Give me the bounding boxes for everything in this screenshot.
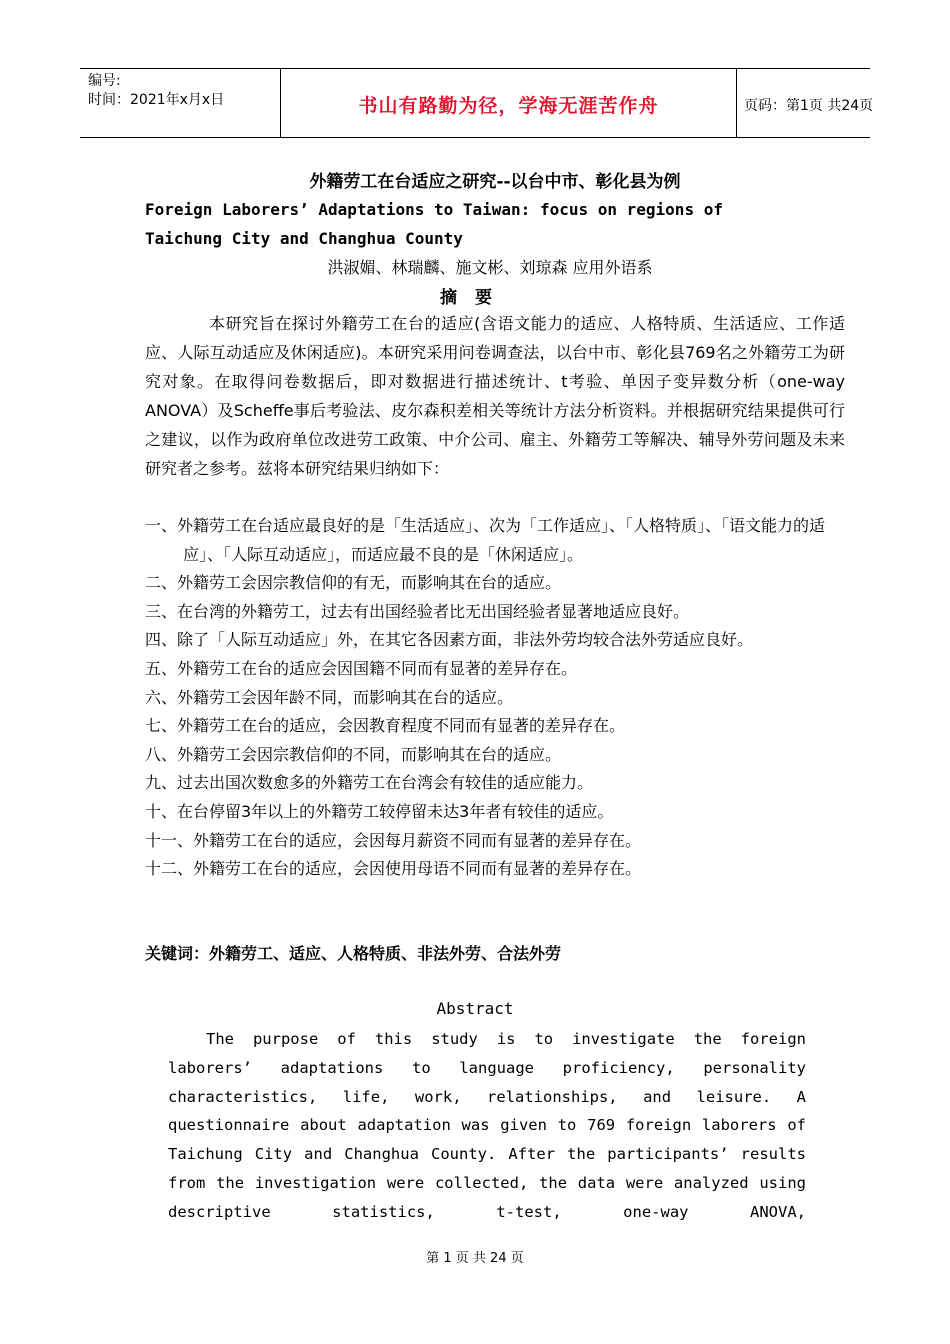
finding-item: 九、过去出国次数愈多的外籍劳工在台湾会有较佳的适应能力。 xyxy=(145,773,594,793)
finding-item: 十一、外籍劳工在台的适应，会因每月薪资不同而有显著的差异存在。 xyxy=(145,830,642,850)
finding-item: 十、在台停留3年以上的外籍劳工较停留未达3年者有较佳的适应。 xyxy=(145,801,614,821)
finding-item: 十二、外籍劳工在台的适应，会因使用母语不同而有显著的差异存在。 xyxy=(145,859,642,879)
keywords: 关键词：外籍劳工、适应、人格特质、非法外劳、合法外劳 xyxy=(145,944,562,963)
abstract-english-paragraph: The purpose of this study is to investigate the foreign laborers’ adaptations to language proficiency, personality characteristics, life, work, relationships, and leisure. A questionnaire about adaptation was given to 769 foreign laborers of Taichung City and Changhua County. After the participants’ results from the investigation were collected, the data were analyzed using descriptive statistics, t-test, one-way ANOVA, xyxy=(168,1030,806,1221)
authors: 洪淑媚、林瑞麟、施文彬、刘琼森 应用外语系 xyxy=(327,258,653,277)
page-info: 页码：第1页 共24页 xyxy=(744,98,874,114)
title-chinese: 外籍劳工在台适应之研究--以台中市、彰化县为例 xyxy=(309,172,681,192)
abstract-english-title: Abstract xyxy=(436,999,514,1018)
header-page-cell xyxy=(736,69,874,137)
finding-item: 一、外籍劳工在台适应最良好的是「生活适应」、次为「工作适应」、「人格特质」、「语文能力的适应」、「人际互动适应」，而适应最不良的是「休闲适应」。 xyxy=(145,516,826,564)
finding-item: 二、外籍劳工会因宗教信仰的有无，而影响其在台的适应。 xyxy=(145,573,562,593)
page-footer: 第 1 页 共 24 页 xyxy=(426,1251,524,1266)
finding-item: 六、外籍劳工会因年龄不同，而影响其在台的适应。 xyxy=(145,687,514,707)
document-number-label: 编号: xyxy=(88,73,121,89)
document-time-label: 时间：2021年x月x日 xyxy=(88,92,225,108)
title-english: Foreign Laborers’ Adaptations to Taiwan: focus on regions of Taichung City and Changhua County xyxy=(145,200,723,248)
motto: 书山有路勤为径，学海无涯苦作舟 xyxy=(358,95,659,117)
finding-item: 七、外籍劳工在台的适应，会因教育程度不同而有显著的差异存在。 xyxy=(145,716,626,736)
abstract-chinese-paragraph: 本研究旨在探讨外籍劳工在台的适应(含语文能力的适应、人格特质、生活适应、工作适应、人际互动适应及休闲适应)。本研究采用问卷调查法，以台中市、彰化县769名之外籍劳工为研究对象。在取得问卷数据后，即对数据进行描述统计、t考验、单因子变异数分析（one-way ANOVA）及Scheffe事后考验法、皮尔森积差相关等统计方法分析资料。并根据研究结果提供可行之建议，以作为政府单位改进劳工政策、中介公司、雇主、外籍劳工等解决、辅导外劳问题及未来研究者之参考。兹将本研究结果归纳如下： xyxy=(145,314,845,478)
abstract-heading: 摘要 xyxy=(440,288,510,308)
page-header xyxy=(80,68,874,138)
finding-item: 四、除了「人际互动适应」外，在其它各因素方面，非法外劳均较合法外劳适应良好。 xyxy=(145,630,754,650)
finding-item: 八、外籍劳工会因宗教信仰的不同，而影响其在台的适应。 xyxy=(145,744,562,764)
finding-item: 五、外籍劳工在台的适应会因国籍不同而有显著的差异存在。 xyxy=(145,658,578,678)
header-motto-cell xyxy=(280,69,737,137)
header-meta xyxy=(80,69,280,137)
findings-list xyxy=(145,512,845,884)
finding-item: 三、在台湾的外籍劳工，过去有出国经验者比无出国经验者显著地适应良好。 xyxy=(145,601,690,621)
